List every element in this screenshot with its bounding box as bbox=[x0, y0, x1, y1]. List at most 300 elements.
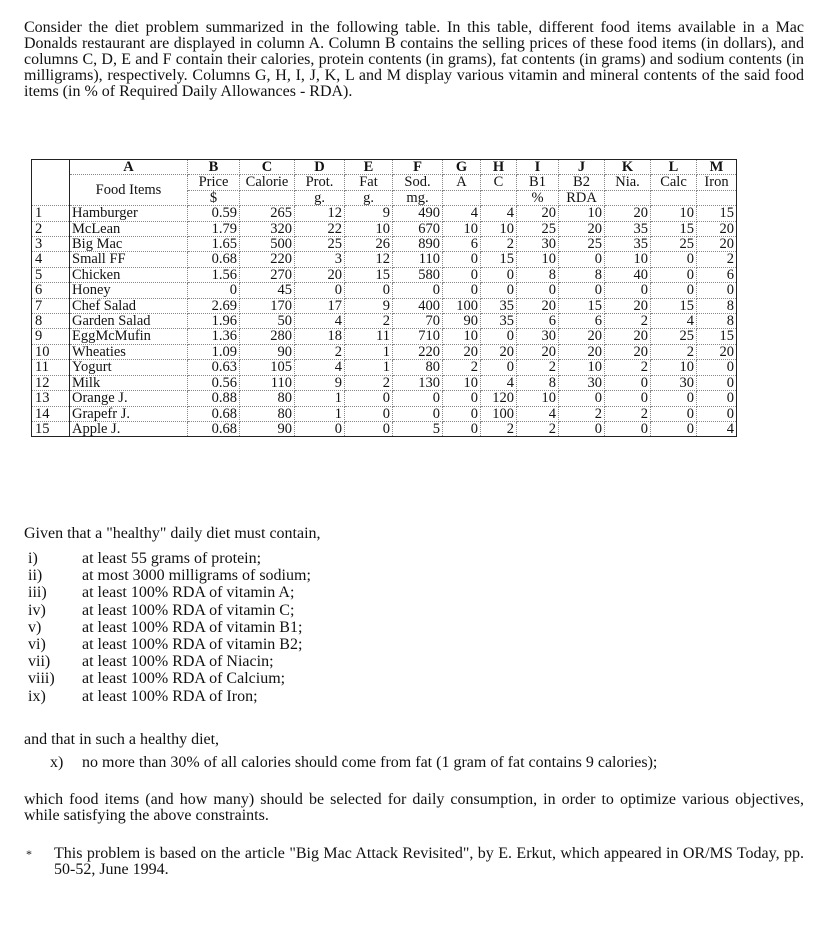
table-cell: 130 bbox=[393, 375, 443, 390]
column-unit bbox=[443, 190, 481, 205]
table-cell: 35 bbox=[605, 221, 651, 236]
table-cell: 270 bbox=[240, 267, 295, 282]
column-header: Sod. bbox=[393, 175, 443, 190]
table-cell: 1.56 bbox=[188, 267, 240, 282]
table-cell: 1.96 bbox=[188, 314, 240, 329]
column-header: Fat bbox=[345, 175, 393, 190]
table-cell: 0.68 bbox=[188, 421, 240, 436]
table-cell: 0 bbox=[559, 391, 605, 406]
table-row bbox=[32, 237, 737, 252]
table-cell: 0 bbox=[651, 252, 697, 267]
constraint-item bbox=[28, 688, 311, 705]
table-cell: 10 bbox=[443, 375, 481, 390]
table-cell: 12 bbox=[345, 252, 393, 267]
table-cell: 15 bbox=[697, 206, 737, 221]
table-cell: 220 bbox=[393, 344, 443, 359]
table-cell: 0 bbox=[697, 375, 737, 390]
table-cell: 8 bbox=[697, 314, 737, 329]
table-cell: 10 bbox=[559, 360, 605, 375]
constraint-item bbox=[28, 619, 311, 636]
intro-paragraph bbox=[24, 20, 804, 100]
row-number: 6 bbox=[32, 283, 70, 298]
table-row bbox=[32, 391, 737, 406]
food-name: Yogurt bbox=[70, 360, 188, 375]
table-cell: 0.63 bbox=[188, 360, 240, 375]
table-cell: 20 bbox=[605, 206, 651, 221]
constraint-item bbox=[28, 636, 311, 653]
table-cell: 17 bbox=[295, 298, 345, 313]
table-cell: 0 bbox=[443, 391, 481, 406]
table-cell: 1.79 bbox=[188, 221, 240, 236]
table-row bbox=[32, 267, 737, 282]
table-cell: 15 bbox=[697, 329, 737, 344]
footnote-text: This problem is based on the article "Big Mac Attack Revisited", by E. Erkut, which appeared in OR/MS Today, pp. 50-52, June 1994. bbox=[54, 845, 804, 878]
table-cell: 0 bbox=[443, 421, 481, 436]
table-cell: 0 bbox=[393, 391, 443, 406]
table-cell: 2.69 bbox=[188, 298, 240, 313]
table-cell: 1 bbox=[345, 360, 393, 375]
table-cell: 20 bbox=[295, 267, 345, 282]
table-cell: 0 bbox=[295, 421, 345, 436]
column-header: Price bbox=[188, 175, 240, 190]
table-cell: 5 bbox=[393, 421, 443, 436]
food-name: Milk bbox=[70, 375, 188, 390]
constraint-number: viii) bbox=[28, 670, 55, 688]
constraint-item bbox=[28, 584, 311, 601]
table-cell: 4 bbox=[517, 406, 559, 421]
food-name: Apple J. bbox=[70, 421, 188, 436]
table-row bbox=[32, 421, 737, 436]
column-letter-g: G bbox=[443, 160, 481, 175]
table-cell: 20 bbox=[697, 237, 737, 252]
table-cell: 45 bbox=[240, 283, 295, 298]
table-cell: 15 bbox=[651, 298, 697, 313]
constraint-item bbox=[28, 602, 311, 619]
row-number: 13 bbox=[32, 391, 70, 406]
column-unit bbox=[651, 190, 697, 205]
table-cell: 320 bbox=[240, 221, 295, 236]
column-header: Iron bbox=[697, 175, 737, 190]
food-name: Chicken bbox=[70, 267, 188, 282]
constraint-text: at least 55 grams of protein; bbox=[82, 550, 262, 567]
column-letter-h: H bbox=[481, 160, 517, 175]
table-cell: 0.56 bbox=[188, 375, 240, 390]
table-cell: 0 bbox=[697, 283, 737, 298]
food-name: Grapefr J. bbox=[70, 406, 188, 421]
table-cell: 2 bbox=[559, 406, 605, 421]
table-cell: 0 bbox=[605, 283, 651, 298]
header-row-2 bbox=[32, 175, 737, 190]
table-cell: 2 bbox=[605, 360, 651, 375]
table-cell: 2 bbox=[517, 421, 559, 436]
table-cell: 90 bbox=[240, 344, 295, 359]
table-cell: 890 bbox=[393, 237, 443, 252]
food-name: Chef Salad bbox=[70, 298, 188, 313]
table-cell: 25 bbox=[295, 237, 345, 252]
table-cell: 10 bbox=[517, 252, 559, 267]
food-name: EggMcMufin bbox=[70, 329, 188, 344]
table-cell: 30 bbox=[559, 375, 605, 390]
table-cell: 15 bbox=[651, 221, 697, 236]
table-cell: 170 bbox=[240, 298, 295, 313]
column-unit: mg. bbox=[393, 190, 443, 205]
constraint-number: ii) bbox=[28, 567, 43, 585]
constraint-number: iii) bbox=[28, 584, 47, 602]
table-cell: 120 bbox=[481, 391, 517, 406]
column-unit: % bbox=[517, 190, 559, 205]
table-cell: 400 bbox=[393, 298, 443, 313]
column-letter-e: E bbox=[345, 160, 393, 175]
table-cell: 1.36 bbox=[188, 329, 240, 344]
column-header: Calc bbox=[651, 175, 697, 190]
table-cell: 0 bbox=[188, 283, 240, 298]
table-cell: 0 bbox=[651, 391, 697, 406]
footnote bbox=[24, 846, 804, 878]
table-cell: 90 bbox=[240, 421, 295, 436]
table-cell: 25 bbox=[651, 329, 697, 344]
table-cell: 105 bbox=[240, 360, 295, 375]
table-cell: 0 bbox=[345, 391, 393, 406]
constraint-item bbox=[28, 653, 311, 670]
constraint-number: v) bbox=[28, 618, 42, 636]
constraint-text: at least 100% RDA of Iron; bbox=[82, 687, 258, 705]
table-cell: 8 bbox=[559, 267, 605, 282]
table-cell: 8 bbox=[697, 298, 737, 313]
column-letter-k: K bbox=[605, 160, 651, 175]
table-cell: 20 bbox=[517, 206, 559, 221]
constraint-list bbox=[28, 550, 311, 705]
table-row bbox=[32, 314, 737, 329]
healthy-statement: and that in such a healthy diet, bbox=[24, 731, 220, 748]
table-cell: 2 bbox=[295, 344, 345, 359]
row-number: 10 bbox=[32, 344, 70, 359]
column-unit: RDA bbox=[559, 190, 605, 205]
food-items-header: Food Items bbox=[70, 175, 188, 206]
table-cell: 4 bbox=[697, 421, 737, 436]
table-row bbox=[32, 283, 737, 298]
column-unit bbox=[240, 190, 295, 205]
table-cell: 2 bbox=[651, 344, 697, 359]
intro-text: Consider the diet problem summarized in the following table. In this table, different food items available in a Mac Donalds restaurant are displayed in column A. Column B contains the selling prices of these food items (in dollars), and columns C, D, E and F contain their calories, protein contents (in grams), fat contents (in grams) and sodium contents (in milligrams), respectively. Columns G, H, I, J, K, L and M display various vitamin and mineral contents of the said food items (in % of Required Daily Allowances - RDA). bbox=[24, 19, 804, 100]
table-cell: 0 bbox=[651, 283, 697, 298]
table-cell: 0 bbox=[651, 421, 697, 436]
table-cell: 11 bbox=[345, 329, 393, 344]
table-cell: 0.59 bbox=[188, 206, 240, 221]
table-cell: 10 bbox=[651, 360, 697, 375]
table-cell: 20 bbox=[559, 344, 605, 359]
table-row bbox=[32, 221, 737, 236]
table-cell: 0 bbox=[517, 283, 559, 298]
column-header: B2 bbox=[559, 175, 605, 190]
table-cell: 1.65 bbox=[188, 237, 240, 252]
table-row bbox=[32, 406, 737, 421]
table-cell: 20 bbox=[517, 344, 559, 359]
table-cell: 2 bbox=[345, 314, 393, 329]
table-cell: 100 bbox=[443, 298, 481, 313]
table-cell: 0 bbox=[559, 283, 605, 298]
column-letter-j: J bbox=[559, 160, 605, 175]
table-cell: 0.88 bbox=[188, 391, 240, 406]
constraint-number: vii) bbox=[28, 653, 51, 671]
constraint-text: at least 100% RDA of vitamin C; bbox=[82, 601, 295, 619]
constraint-item bbox=[28, 550, 311, 567]
row-number: 8 bbox=[32, 314, 70, 329]
constraint-number: ix) bbox=[28, 687, 46, 705]
table-cell: 4 bbox=[295, 314, 345, 329]
table-cell: 25 bbox=[651, 237, 697, 252]
table-cell: 100 bbox=[481, 406, 517, 421]
table-cell: 4 bbox=[295, 360, 345, 375]
table-cell: 0 bbox=[345, 406, 393, 421]
table-cell: 15 bbox=[345, 267, 393, 282]
table-cell: 10 bbox=[443, 329, 481, 344]
table-cell: 1 bbox=[295, 391, 345, 406]
table-row bbox=[32, 375, 737, 390]
table-cell: 20 bbox=[605, 329, 651, 344]
table-row bbox=[32, 252, 737, 267]
table-cell: 265 bbox=[240, 206, 295, 221]
table-cell: 500 bbox=[240, 237, 295, 252]
table-cell: 20 bbox=[517, 298, 559, 313]
table-cell: 0 bbox=[697, 391, 737, 406]
question-paragraph: which food items (and how many) should be selected for daily consumption, in order to optimize various objectives, while satisfying the above constraints. bbox=[24, 791, 804, 824]
table-cell: 4 bbox=[481, 206, 517, 221]
table-cell: 0 bbox=[345, 283, 393, 298]
table-cell: 20 bbox=[697, 344, 737, 359]
table-cell: 0 bbox=[443, 283, 481, 298]
row-number: 3 bbox=[32, 237, 70, 252]
table-cell: 35 bbox=[481, 314, 517, 329]
table-cell: 20 bbox=[697, 221, 737, 236]
table-cell: 40 bbox=[605, 267, 651, 282]
table-cell: 10 bbox=[605, 252, 651, 267]
row-number: 7 bbox=[32, 298, 70, 313]
table-cell: 2 bbox=[345, 375, 393, 390]
table-cell: 0 bbox=[393, 283, 443, 298]
row-number: 4 bbox=[32, 252, 70, 267]
column-unit bbox=[481, 190, 517, 205]
table-cell: 0 bbox=[295, 283, 345, 298]
column-unit: g. bbox=[295, 190, 345, 205]
column-header: Nia. bbox=[605, 175, 651, 190]
table-cell: 20 bbox=[605, 298, 651, 313]
table-cell: 0 bbox=[651, 267, 697, 282]
column-letter-row bbox=[32, 160, 737, 175]
table-cell: 20 bbox=[443, 344, 481, 359]
table-row bbox=[32, 329, 737, 344]
fat-rule-text: no more than 30% of all calories should come from fat (1 gram of fat contains 9 calories); bbox=[82, 754, 658, 771]
constraint-number: i) bbox=[28, 550, 38, 567]
table-cell: 110 bbox=[393, 252, 443, 267]
table-cell: 0 bbox=[651, 406, 697, 421]
table-cell: 70 bbox=[393, 314, 443, 329]
table-cell: 80 bbox=[240, 406, 295, 421]
diet-table bbox=[31, 159, 737, 437]
constraint-item bbox=[28, 567, 311, 584]
table-cell: 280 bbox=[240, 329, 295, 344]
table-cell: 15 bbox=[559, 298, 605, 313]
table-cell: 2 bbox=[697, 252, 737, 267]
column-unit bbox=[605, 190, 651, 205]
table-body bbox=[32, 206, 737, 437]
table-cell: 0.68 bbox=[188, 406, 240, 421]
column-letter-a: A bbox=[70, 160, 188, 175]
table-cell: 580 bbox=[393, 267, 443, 282]
table-cell: 0 bbox=[443, 406, 481, 421]
table-cell: 9 bbox=[295, 375, 345, 390]
table-cell: 0 bbox=[697, 406, 737, 421]
table-cell: 1.09 bbox=[188, 344, 240, 359]
column-letter-f: F bbox=[393, 160, 443, 175]
table-cell: 50 bbox=[240, 314, 295, 329]
table-cell: 0.68 bbox=[188, 252, 240, 267]
table-cell: 2 bbox=[605, 314, 651, 329]
table-cell: 20 bbox=[605, 344, 651, 359]
food-name: Orange J. bbox=[70, 391, 188, 406]
table-cell: 12 bbox=[295, 206, 345, 221]
row-number-header bbox=[32, 160, 70, 206]
table-row bbox=[32, 206, 737, 221]
constraint-text: at least 100% RDA of vitamin B2; bbox=[82, 636, 303, 654]
table-cell: 30 bbox=[517, 237, 559, 252]
constraint-text: at least 100% RDA of vitamin B1; bbox=[82, 618, 303, 636]
table-cell: 35 bbox=[605, 237, 651, 252]
table-row bbox=[32, 344, 737, 359]
table-cell: 30 bbox=[651, 375, 697, 390]
table-cell: 9 bbox=[345, 298, 393, 313]
table-cell: 10 bbox=[481, 221, 517, 236]
column-letter-b: B bbox=[188, 160, 240, 175]
table-cell: 220 bbox=[240, 252, 295, 267]
column-header: Calorie bbox=[240, 175, 295, 190]
table-cell: 0 bbox=[443, 267, 481, 282]
column-letter-m: M bbox=[697, 160, 737, 175]
table-cell: 10 bbox=[345, 221, 393, 236]
constraint-text: at most 3000 milligrams of sodium; bbox=[82, 567, 311, 585]
food-name: Garden Salad bbox=[70, 314, 188, 329]
table-cell: 0 bbox=[481, 267, 517, 282]
table-cell: 3 bbox=[295, 252, 345, 267]
table-cell: 2 bbox=[517, 360, 559, 375]
table-cell: 80 bbox=[240, 391, 295, 406]
table-cell: 4 bbox=[651, 314, 697, 329]
footnote-asterisk: * bbox=[26, 847, 32, 861]
table-cell: 9 bbox=[345, 206, 393, 221]
column-header: C bbox=[481, 175, 517, 190]
food-name: Honey bbox=[70, 283, 188, 298]
table-cell: 25 bbox=[517, 221, 559, 236]
fat-rule-number: x) bbox=[50, 754, 64, 771]
column-unit bbox=[697, 190, 737, 205]
table-cell: 6 bbox=[559, 314, 605, 329]
column-unit: g. bbox=[345, 190, 393, 205]
table-cell: 35 bbox=[481, 298, 517, 313]
constraint-number: vi) bbox=[28, 636, 46, 654]
column-letter-c: C bbox=[240, 160, 295, 175]
row-number: 5 bbox=[32, 267, 70, 282]
column-letter-d: D bbox=[295, 160, 345, 175]
table-cell: 10 bbox=[443, 221, 481, 236]
table-cell: 0 bbox=[559, 421, 605, 436]
food-name: Small FF bbox=[70, 252, 188, 267]
table-cell: 0 bbox=[559, 252, 605, 267]
table-cell: 1 bbox=[345, 344, 393, 359]
table-cell: 20 bbox=[559, 329, 605, 344]
table-cell: 6 bbox=[443, 237, 481, 252]
given-statement: Given that a "healthy" daily diet must contain, bbox=[24, 525, 321, 542]
table-cell: 0 bbox=[481, 360, 517, 375]
table-cell: 6 bbox=[697, 267, 737, 282]
constraint-item bbox=[28, 670, 311, 687]
row-number: 12 bbox=[32, 375, 70, 390]
row-number: 11 bbox=[32, 360, 70, 375]
column-header: Prot. bbox=[295, 175, 345, 190]
constraint-text: at least 100% RDA of Calcium; bbox=[82, 670, 286, 688]
column-unit: $ bbox=[188, 190, 240, 205]
table-cell: 25 bbox=[559, 237, 605, 252]
food-name: McLean bbox=[70, 221, 188, 236]
row-number: 9 bbox=[32, 329, 70, 344]
row-number: 2 bbox=[32, 221, 70, 236]
table-cell: 10 bbox=[517, 391, 559, 406]
table-cell: 0 bbox=[697, 360, 737, 375]
table-cell: 0 bbox=[481, 283, 517, 298]
table-cell: 2 bbox=[481, 237, 517, 252]
table-cell: 710 bbox=[393, 329, 443, 344]
table-cell: 0 bbox=[605, 375, 651, 390]
row-number: 1 bbox=[32, 206, 70, 221]
table-cell: 0 bbox=[393, 406, 443, 421]
table-cell: 2 bbox=[443, 360, 481, 375]
fat-rule bbox=[50, 754, 657, 771]
column-letter-l: L bbox=[651, 160, 697, 175]
table-cell: 1 bbox=[295, 406, 345, 421]
constraint-text: at least 100% RDA of Niacin; bbox=[82, 653, 274, 671]
table-cell: 670 bbox=[393, 221, 443, 236]
table-cell: 22 bbox=[295, 221, 345, 236]
constraint-text: at least 100% RDA of vitamin A; bbox=[82, 584, 295, 602]
table-cell: 20 bbox=[481, 344, 517, 359]
table-cell: 6 bbox=[517, 314, 559, 329]
table-cell: 0 bbox=[605, 391, 651, 406]
row-number: 14 bbox=[32, 406, 70, 421]
table-cell: 8 bbox=[517, 375, 559, 390]
table-cell: 0 bbox=[345, 421, 393, 436]
table-cell: 0 bbox=[443, 252, 481, 267]
column-header: A bbox=[443, 175, 481, 190]
row-number: 15 bbox=[32, 421, 70, 436]
constraint-number: iv) bbox=[28, 601, 46, 619]
table-cell: 10 bbox=[559, 206, 605, 221]
table-cell: 110 bbox=[240, 375, 295, 390]
table-cell: 4 bbox=[481, 375, 517, 390]
column-letter-i: I bbox=[517, 160, 559, 175]
table-cell: 490 bbox=[393, 206, 443, 221]
table-cell: 8 bbox=[517, 267, 559, 282]
table-cell: 2 bbox=[481, 421, 517, 436]
table-cell: 0 bbox=[481, 329, 517, 344]
table-cell: 20 bbox=[559, 221, 605, 236]
table-cell: 10 bbox=[651, 206, 697, 221]
column-header: B1 bbox=[517, 175, 559, 190]
table-cell: 0 bbox=[605, 421, 651, 436]
table-cell: 30 bbox=[517, 329, 559, 344]
table-cell: 26 bbox=[345, 237, 393, 252]
table-row bbox=[32, 298, 737, 313]
table-cell: 80 bbox=[393, 360, 443, 375]
table-cell: 15 bbox=[481, 252, 517, 267]
table-cell: 2 bbox=[605, 406, 651, 421]
